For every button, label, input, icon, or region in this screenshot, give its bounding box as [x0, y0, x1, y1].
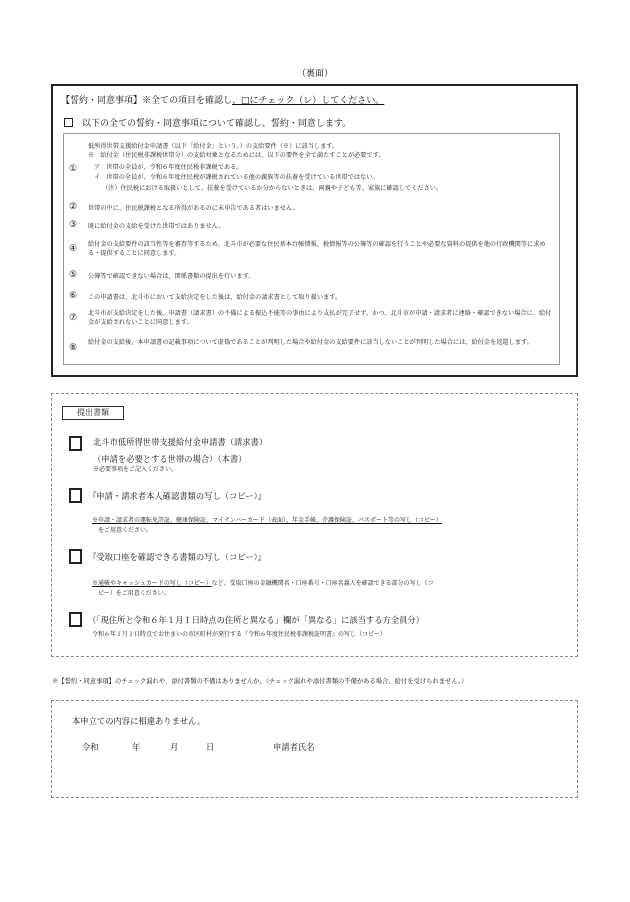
document-note [92, 579, 434, 588]
pledge-item-number: ⑥ [69, 291, 78, 301]
document-title: 『申請・請求者本人確認書類の写し（コピー）』 [88, 491, 267, 501]
pledge-item-text: この申請書は、北斗市において支給決定をした後は、給付金の請求書として取り扱います。 [88, 294, 342, 301]
document-checkbox-certificate[interactable] [69, 612, 82, 627]
pledge-item-number: ⑤ [69, 270, 78, 280]
document-note-continued: をご用意ください。 [98, 527, 153, 534]
document-title: 北斗市低所得世帯支援給付金申請書（請求書） [93, 437, 268, 447]
document-checkbox-id[interactable] [69, 488, 82, 503]
agree-text: 以下の全ての誓約・同意事項について確認し、誓約・同意します。 [82, 119, 352, 129]
document-checkbox-bank[interactable] [69, 549, 82, 564]
document-checkbox-application[interactable] [69, 436, 82, 451]
pledge-item-sub-a: ア 世帯の全員が、令和６年度住民税非課税である。 [94, 164, 243, 171]
pledge-header-check-instruction: 、□にチェック（レ）してください。 [232, 96, 385, 106]
check-reminder-note: ※【誓約・同意事項】のチェック漏れや、添付書類の不備はありませんか。（チェック漏れや添付書類の不備がある場合、給付を受けられません。） [52, 678, 468, 685]
month-label: 月 [170, 742, 179, 752]
pledge-header [61, 93, 384, 106]
pledge-item-sub-b: イ 世帯の全員が、令和６年度住民税が課税されている他の親族等の扶養を受けている世帯ではない。 [94, 174, 379, 181]
pledge-item-text: 給付金の支給要件の該当性等を審査等するため、北斗市が必要な住民基本台帳情報、税情報等の公簿等の確認を行うことや必要な資料の提供を他の行政機関等に求める・提供することに同意します。 [88, 241, 546, 258]
document-subtitle: （申請を必要とする世帯の場合）（本書） [93, 454, 247, 464]
page-label: （裏面） [296, 69, 333, 79]
pledge-item-text: 世帯の中に、住民税課税となる所得があるのに未申告である者はいません。 [88, 205, 299, 212]
pledge-item-text: 低所得世帯支援給付金申請書（以下「給付金」という。）の支給要件（※）に該当します。 [88, 143, 339, 150]
pledge-header-title: 【誓約・同意事項】 [61, 96, 143, 106]
pledge-item-text: 北斗市が支給決定をした後、申請書（請求書）の不備による振込不能等の事由により支払が完了せず、かつ、北斗市が申請・請求者に連絡・確認できない場合に、給付金が支給されないことに同意します。 [88, 310, 552, 327]
document-note-continued: ピー）をご用意ください。 [98, 590, 170, 597]
year-label: 年 [132, 742, 141, 752]
document-note: 令和６年１月１日時点でお住まいの市区町村が発行する『令和６年度住民税非課税証明書』の写し（コピー） [92, 631, 386, 638]
documents-header: 提出書類 [62, 406, 124, 420]
pledge-item-number: ② [69, 202, 78, 212]
document-note-underlined: ※通帳やキャッシュカードの写し（コピー） [92, 580, 212, 587]
pledge-item-number: ③ [69, 220, 78, 230]
pledge-item-number: ⑧ [69, 343, 78, 353]
pledge-item-number: ⑦ [69, 313, 78, 323]
pledge-item-number: ① [69, 164, 78, 174]
document-note-rest: など、受取口座の金融機関名・口座番号・口座名義人を確認できる部分の写し（コ [211, 580, 434, 587]
document-note: ※申請・請求者の運転免許証、健康保険証、マイナンバーカード（表面）、年金手帳、介護保険証、パスポート等の写し（コピー） [92, 517, 442, 524]
document-title: （「現住所と令和６年１月１日時点の住所と異なる」欄が「異なる」に該当する方全員分） [88, 615, 425, 625]
declaration-text: 本申立ての内容に相違ありません。 [72, 716, 206, 726]
pledge-item-text: 公簿等で確認できない場合は、関係書類の提出を行います。 [88, 273, 255, 280]
day-label: 日 [206, 742, 215, 752]
pledge-item-sub-note: （注）住民税における取扱いとして、扶養を受けているか分からないときは、両親や子ども等、家族に確認してください。 [102, 185, 443, 192]
era-label: 令和 [82, 742, 99, 752]
pledge-item-number: ④ [69, 244, 78, 254]
document-title: 『受取口座を確認できる書類の写し（コピー）』 [88, 552, 267, 562]
pledge-item-note: ※ 給付金（住民税非課税世帯分）の支給対象となるためには、以下の要件を全て満たすことが必要です。 [88, 152, 385, 159]
pledge-item-text: 給付金の支給後、本申請書の記載事項について虚偽であることが判明した場合や給付金の支給要件に該当しないことが判明した場合には、給付金を返還します。 [88, 339, 533, 346]
document-note: ※必要事項をご記入ください。 [93, 466, 178, 473]
agree-checkbox[interactable] [64, 118, 73, 127]
pledge-item-text: 既に給付金の支給を受けた世帯ではありません。 [88, 223, 225, 230]
pledge-header-instruction: ※全ての項目を確認し [142, 96, 233, 106]
applicant-name-label: 申請者氏名 [273, 742, 315, 752]
agree-line [64, 116, 351, 129]
